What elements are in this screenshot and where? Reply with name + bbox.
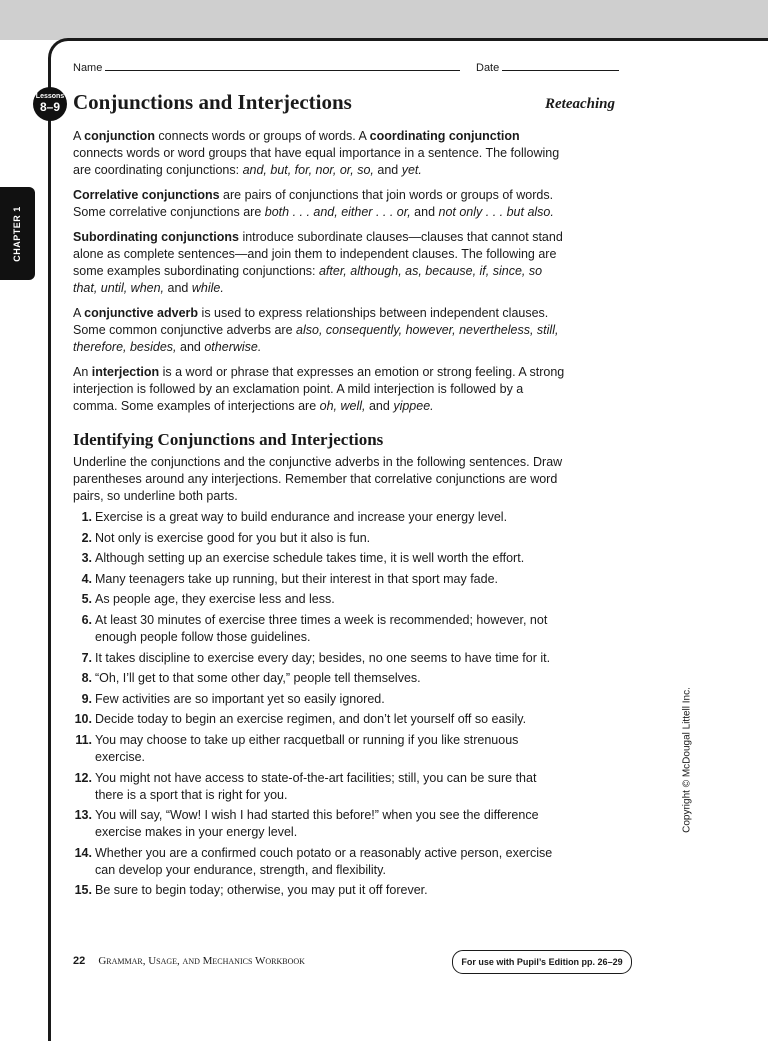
exercise-item [73, 509, 565, 526]
exercise-number: 14. [74, 845, 92, 860]
exercise-item [73, 770, 565, 804]
exercise-sentence: Exercise is a great way to build endurance and increase your energy level. [95, 510, 508, 524]
exercise-sentence: You might not have access to state-of-the-art facilities; still, you can be sure that there is a sport that is right for you. [95, 770, 537, 802]
exercise-sentence: Be sure to begin today; otherwise, you may put it off forever. [95, 883, 428, 898]
date-field[interactable] [476, 60, 619, 74]
name-line[interactable] [105, 60, 460, 71]
paragraph-subordinating: Subordinating conjunctions introduce subordinate clauses—clauses that cannot stand alone as complete sentences—and join them to independent clauses. The following are some examples subordinating conjunctions: after, although, as, because, if, since, so that, until, when, and while. [73, 230, 563, 295]
exercise-item [73, 711, 565, 728]
exercise-item [73, 845, 565, 879]
exercise-number: 7. [81, 650, 92, 665]
exercise-item [73, 807, 565, 841]
exercise-sentence: Decide today to begin an exercise regimen, and don’t let yourself off so easily. [95, 712, 527, 727]
exercise-number: 15. [74, 883, 92, 898]
pupil-edition-box: For use with Pupil’s Edition pp. 26–29 [452, 950, 632, 974]
exercise-sentence: You may choose to take up either racquetball or running if you like strenuous exercise. [95, 732, 519, 764]
exercise-item [73, 691, 565, 708]
exercise-number: 13. [74, 808, 92, 823]
exercise-item [73, 612, 565, 646]
exercise-item [73, 670, 565, 687]
exercise-sentence: Few activities are so important yet so easily ignored. [95, 691, 385, 706]
exercise-sentence: As people age, they exercise less and less. [95, 592, 335, 607]
paragraph-correlative: Correlative conjunctions are pairs of conjunctions that join words or groups of words. Some correlative conjunctions are both . . . and, either . . . or, and not only . . . but also. [73, 188, 554, 219]
exercise-sentence: Not only is exercise good for you but it also is fun. [95, 530, 371, 545]
footer-workbook [73, 955, 305, 967]
exercise-number: 3. [81, 551, 92, 566]
workbook-title: Grammar, Usage, and Mechanics Workbook [98, 955, 305, 967]
exercise-number: 6. [81, 612, 92, 627]
chapter-tab [0, 187, 35, 280]
exercise-sentence: At least 30 minutes of exercise three times a week is recommended; however, not enough people follow those guidelines. [95, 612, 548, 644]
exercise-sentence: “Oh, I’ll get to that some other day,” people tell themselves. [95, 671, 421, 686]
page-title: Conjunctions and Interjections [73, 90, 352, 114]
exercise-number: 5. [81, 592, 92, 607]
exercise-item [73, 571, 565, 588]
date-line[interactable] [502, 60, 619, 71]
top-gray-band [0, 0, 768, 40]
lessons-label: Lessons [35, 93, 65, 100]
exercise-number: 12. [74, 770, 92, 785]
exercise-number: 10. [74, 712, 92, 727]
exercise-item [73, 530, 565, 547]
exercise-item [73, 591, 565, 608]
copyright-notice: Copyright © McDougal Littell Inc. [681, 687, 693, 833]
paragraph-conjunction: A conjunction connects words or groups of words. A coordinating conjunction connects words or word groups that have equal importance in a sentence. The following are coordinating conjunctions: and, but, for, nor, or, so, and yet. [73, 129, 560, 177]
section-instructions: Underline the conjunctions and the conjunctive adverbs in the following sentences. Draw parentheses around any interjections. Remember that correlative conjunctions are word pairs, so underline both parts. [73, 455, 563, 503]
name-field[interactable] [73, 60, 460, 74]
page-number: 22 [73, 955, 86, 967]
section-heading: Identifying Conjunctions and Interjections [73, 430, 384, 449]
exercise-number: 8. [81, 671, 92, 686]
lessons-badge [33, 87, 67, 121]
exercise-item [73, 650, 565, 667]
exercise-item [73, 550, 565, 567]
paragraph-interjection: An interjection is a word or phrase that expresses an emotion or strong feeling. A strong interjection is followed by an exclamation point. A mild interjection is followed by a comma. Some examples of interjections are oh, well, and yippee. [73, 365, 565, 413]
exercise-item [73, 732, 565, 766]
exercise-number: 2. [81, 530, 92, 545]
exercise-number: 1. [81, 510, 92, 524]
paragraph-conjunctive-adverb: A conjunctive adverb is used to express relationships between independent clauses. Some common conjunctive adverbs are also, consequently, however, nevertheless, still, therefore, besides, and otherwise. [73, 306, 559, 354]
chapter-label: CHAPTER 1 [12, 206, 22, 262]
page-subtitle: Reteaching [545, 96, 615, 112]
lessons-number: 8–9 [39, 100, 61, 114]
lesson-content [73, 128, 565, 903]
exercise-item [73, 882, 565, 899]
exercise-list [73, 509, 565, 899]
exercise-sentence: Whether you are a confirmed couch potato or a reasonably active person, exercise can develop your endurance, strength, and flexibility. [95, 845, 553, 877]
exercise-sentence: Although setting up an exercise schedule takes time, it is well worth the effort. [95, 551, 525, 566]
date-label: Date [476, 62, 500, 74]
exercise-number: 4. [81, 571, 92, 586]
exercise-number: 11. [75, 732, 92, 747]
name-label: Name [73, 62, 103, 74]
exercise-sentence: Many teenagers take up running, but their interest in that sport may fade. [95, 571, 499, 586]
exercise-sentence: It takes discipline to exercise every day; besides, no one seems to have time for it. [95, 650, 551, 665]
exercise-number: 9. [81, 691, 92, 706]
exercise-sentence: You will say, “Wow! I wish I had started this before!” when you see the difference exercise makes in your energy level. [95, 808, 539, 840]
